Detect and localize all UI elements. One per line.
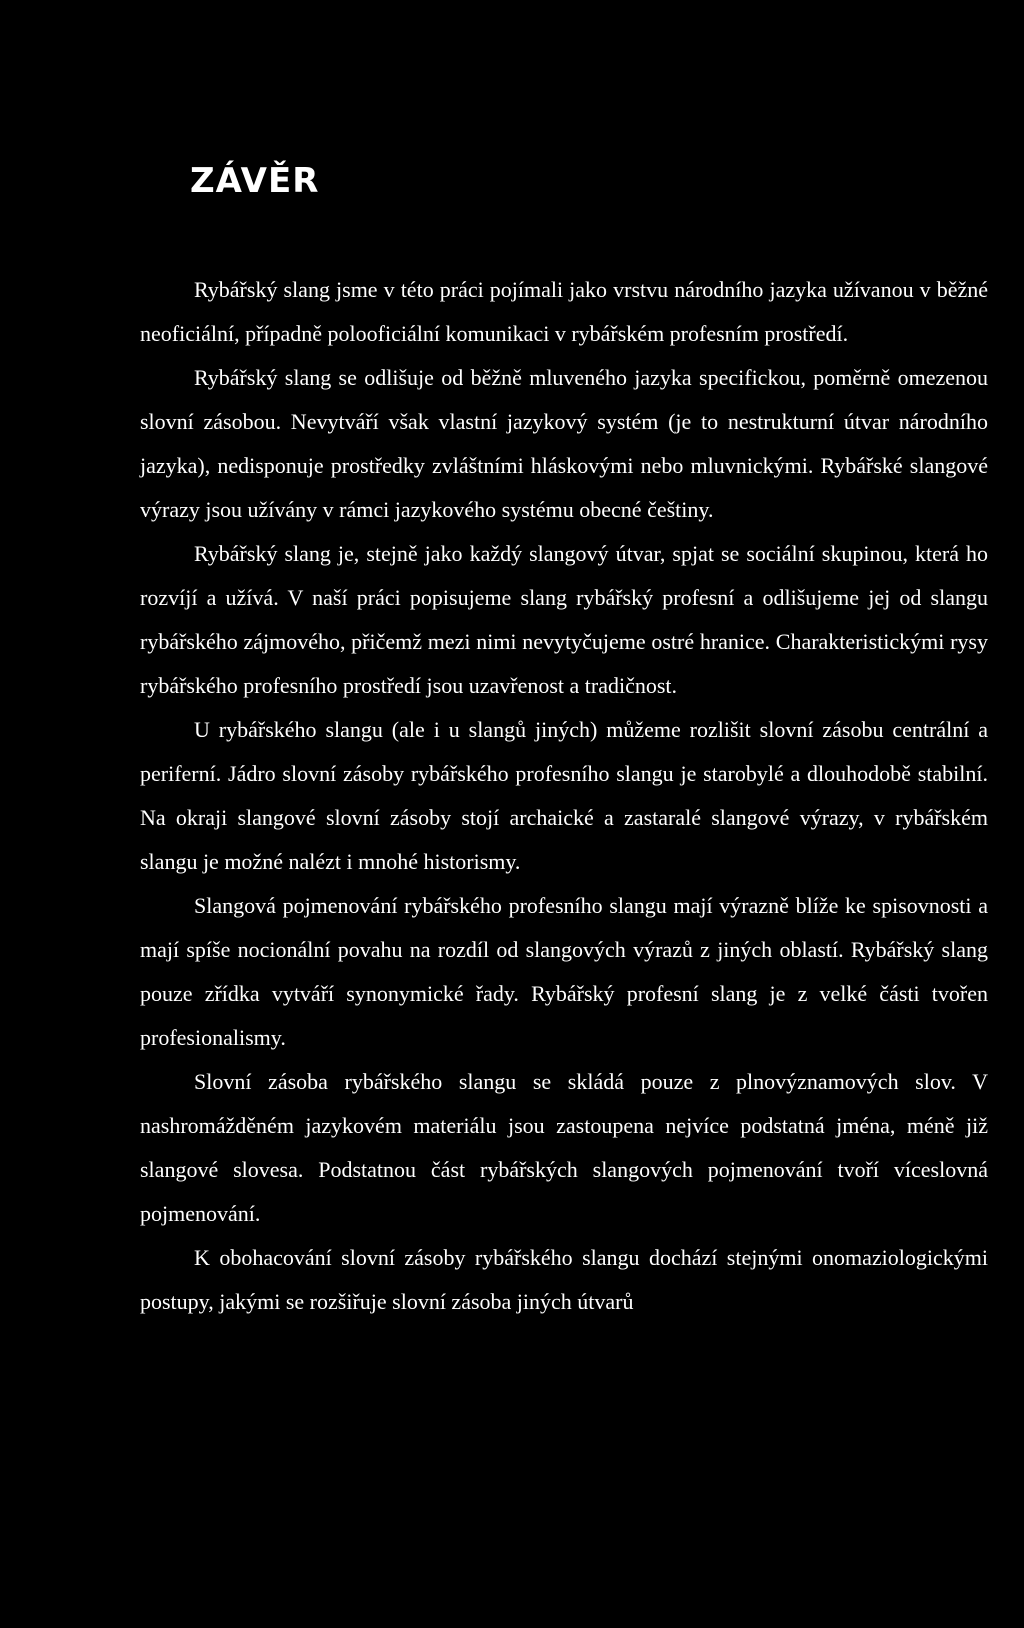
paragraph: Rybářský slang je, stejně jako každý slangový útvar, spjat se sociální skupinou, která ho rozvíjí a užívá. V naší práci popisujeme slang rybářský profesní a odlišujeme jej od slangu rybářského zájmového, přičemž mezi nimi nevytyčujeme ostré hranice. Charakteristickými rysy rybářského profesního prostředí jsou uzavřenost a tradičnost. (140, 541, 988, 698)
paragraph: Slangová pojmenování rybářského profesního slangu mají výrazně blíže ke spisovnosti a mají spíše nocionální povahu na rozdíl od slangových výrazů z jiných oblastí. Rybářský slang pouze zřídka vytváří synonymické řady. Rybářský profesní slang je z velké části tvořen profesionalismy. (140, 893, 988, 1050)
paragraph: Rybářský slang se odlišuje od běžně mluveného jazyka specifickou, poměrně omezenou slovní zásobou. Nevytváří však vlastní jazykový systém (je to nestrukturní útvar národního jazyka), nedisponuje prostředky zvláštními hláskovými nebo mluvnickými. Rybářské slangové výrazy jsou užívány v rámci jazykového systému obecné češtiny. (140, 365, 988, 522)
body-text (140, 268, 988, 1324)
section-heading: ZÁVĚR (190, 161, 320, 201)
paragraph: Slovní zásoba rybářského slangu se skládá pouze z plnovýznamových slov. V nashromážděném jazykovém materiálu jsou zastoupena nejvíce podstatná jména, méně již slangové slovesa. Podstatnou část rybářských slangových pojmenování tvoří víceslovná pojmenování. (140, 1069, 988, 1226)
paragraph: K obohacování slovní zásoby rybářského slangu dochází stejnými onomaziologickými postupy, jakými se rozšiřuje slovní zásoba jiných útvarů (140, 1245, 988, 1314)
paragraph: U rybářského slangu (ale i u slangů jiných) můžeme rozlišit slovní zásobu centrální a periferní. Jádro slovní zásoby rybářského profesního slangu je starobylé a dlouhodobě stabilní. Na okraji slangové slovní zásoby stojí archaické a zastaralé slangové výrazy, v rybářském slangu je možné nalézt i mnohé historismy. (140, 717, 988, 874)
paragraph: Rybářský slang jsme v této práci pojímali jako vrstvu národního jazyka užívanou v běžné neoficiální, případně polooficiální komunikaci v rybářském profesním prostředí. (140, 277, 988, 346)
